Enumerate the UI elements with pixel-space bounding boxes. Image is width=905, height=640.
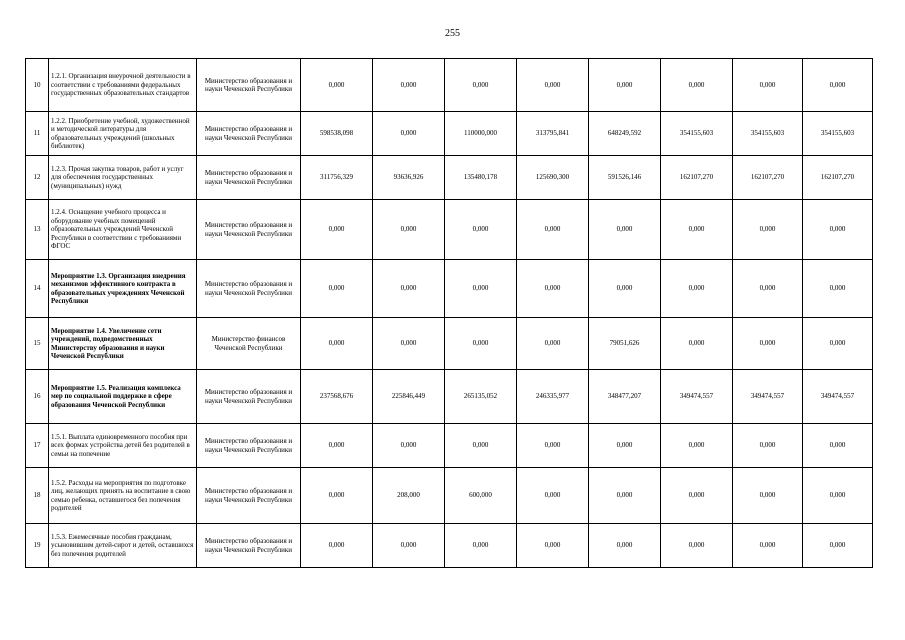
funding-value: 0,000 xyxy=(373,424,445,468)
funding-value: 0,000 xyxy=(301,424,373,468)
funding-value: 0,000 xyxy=(661,468,733,524)
funding-value: 0,000 xyxy=(803,318,873,370)
table-row xyxy=(26,524,873,568)
funding-value: 135480,178 xyxy=(445,156,517,200)
responsible-organization: Министерство образования и науки Чеченской Республики xyxy=(197,370,301,424)
funding-value: 0,000 xyxy=(445,59,517,112)
funding-value: 313795,841 xyxy=(517,112,589,156)
funding-value: 162107,270 xyxy=(661,156,733,200)
table-row xyxy=(26,318,873,370)
funding-value: 0,000 xyxy=(301,318,373,370)
measure-description: 1.2.3. Прочая закупка товаров, работ и услуг для обеспечения государственных (муниципальных) нужд xyxy=(49,156,197,200)
measure-description: 1.2.1. Организация внеурочной деятельности в соответствии с требованиями федеральных государственных образовательных стандартов xyxy=(49,59,197,112)
funding-value: 225846,449 xyxy=(373,370,445,424)
table-row xyxy=(26,200,873,260)
row-number: 15 xyxy=(26,318,49,370)
funding-value: 0,000 xyxy=(301,200,373,260)
funding-value: 79051,626 xyxy=(589,318,661,370)
measure-description: Мероприятие 1.5. Реализация комплекса мер по социальной поддержке в сфере образования Чеченской Республики xyxy=(49,370,197,424)
funding-value: 0,000 xyxy=(589,260,661,318)
funding-value: 349474,557 xyxy=(803,370,873,424)
funding-value: 0,000 xyxy=(517,200,589,260)
funding-value: 591526,146 xyxy=(589,156,661,200)
funding-value: 0,000 xyxy=(445,200,517,260)
funding-value: 0,000 xyxy=(589,424,661,468)
table-row xyxy=(26,260,873,318)
row-number: 14 xyxy=(26,260,49,318)
funding-value: 125690,300 xyxy=(517,156,589,200)
funding-value: 354155,603 xyxy=(661,112,733,156)
funding-value: 0,000 xyxy=(661,318,733,370)
responsible-organization: Министерство образования и науки Чеченской Республики xyxy=(197,112,301,156)
funding-value: 0,000 xyxy=(803,200,873,260)
row-number: 19 xyxy=(26,524,49,568)
funding-value: 0,000 xyxy=(301,524,373,568)
table-row xyxy=(26,468,873,524)
funding-value: 598538,098 xyxy=(301,112,373,156)
funding-value: 0,000 xyxy=(445,318,517,370)
responsible-organization: Министерство образования и науки Чеченской Республики xyxy=(197,468,301,524)
funding-value: 0,000 xyxy=(445,424,517,468)
responsible-organization: Министерство образования и науки Чеченской Республики xyxy=(197,156,301,200)
funding-value: 0,000 xyxy=(661,59,733,112)
funding-value: 0,000 xyxy=(661,200,733,260)
measure-description: 1.5.1. Выплата единовременного пособия при всех формах устройства детей без родителей в семьи на попечение xyxy=(49,424,197,468)
funding-value: 237568,676 xyxy=(301,370,373,424)
funding-value: 0,000 xyxy=(733,59,803,112)
funding-value: 0,000 xyxy=(733,424,803,468)
funding-value: 162107,270 xyxy=(803,156,873,200)
funding-value: 0,000 xyxy=(517,524,589,568)
funding-value: 0,000 xyxy=(517,318,589,370)
funding-value: 348477,207 xyxy=(589,370,661,424)
responsible-organization: Министерство финансов Чеченской Республики xyxy=(197,318,301,370)
funding-value: 0,000 xyxy=(803,260,873,318)
measure-description: Мероприятие 1.4. Увеличение сети учреждений, подведомственных Министерству образования и науки Чеченской Республики xyxy=(49,318,197,370)
funding-value: 0,000 xyxy=(301,468,373,524)
funding-value: 0,000 xyxy=(733,200,803,260)
responsible-organization: Министерство образования и науки Чеченской Республики xyxy=(197,260,301,318)
funding-value: 0,000 xyxy=(517,424,589,468)
funding-value: 648249,592 xyxy=(589,112,661,156)
funding-value: 311756,329 xyxy=(301,156,373,200)
funding-value: 0,000 xyxy=(301,260,373,318)
funding-value: 0,000 xyxy=(589,59,661,112)
table-row xyxy=(26,156,873,200)
row-number: 16 xyxy=(26,370,49,424)
funding-value: 110000,000 xyxy=(445,112,517,156)
funding-value: 354155,603 xyxy=(803,112,873,156)
funding-value: 0,000 xyxy=(661,524,733,568)
funding-value: 0,000 xyxy=(803,524,873,568)
table-row xyxy=(26,370,873,424)
funding-value: 0,000 xyxy=(373,318,445,370)
funding-value: 0,000 xyxy=(589,468,661,524)
funding-value: 0,000 xyxy=(373,200,445,260)
funding-value: 0,000 xyxy=(445,260,517,318)
funding-value: 0,000 xyxy=(803,468,873,524)
budget-table xyxy=(25,58,873,568)
measure-description: 1.2.2. Приобретение учебной, художественной и методической литературы для образовательных учреждений (школьных библиотек) xyxy=(49,112,197,156)
funding-value: 265135,052 xyxy=(445,370,517,424)
row-number: 12 xyxy=(26,156,49,200)
funding-value: 0,000 xyxy=(517,468,589,524)
funding-value: 208,000 xyxy=(373,468,445,524)
row-number: 10 xyxy=(26,59,49,112)
funding-value: 600,000 xyxy=(445,468,517,524)
funding-value: 0,000 xyxy=(803,59,873,112)
funding-value: 0,000 xyxy=(301,59,373,112)
funding-value: 0,000 xyxy=(517,59,589,112)
funding-value: 162107,270 xyxy=(733,156,803,200)
funding-value: 0,000 xyxy=(661,260,733,318)
measure-description: 1.5.3. Ежемесячные пособия гражданам, усыновившим детей-сирот и детей, оставшихся без попечения родителей xyxy=(49,524,197,568)
funding-value: 0,000 xyxy=(803,424,873,468)
funding-value: 0,000 xyxy=(445,524,517,568)
row-number: 13 xyxy=(26,200,49,260)
funding-value: 349474,557 xyxy=(661,370,733,424)
responsible-organization: Министерство образования и науки Чеченской Республики xyxy=(197,200,301,260)
measure-description: Мероприятие 1.3. Организация внедрения механизмов эффективного контракта в образовательных учреждениях Чеченской Республики xyxy=(49,260,197,318)
page-number: 255 xyxy=(445,28,460,39)
row-number: 11 xyxy=(26,112,49,156)
funding-value: 0,000 xyxy=(661,424,733,468)
funding-value: 0,000 xyxy=(517,260,589,318)
responsible-organization: Министерство образования и науки Чеченской Республики xyxy=(197,424,301,468)
funding-value: 0,000 xyxy=(733,260,803,318)
funding-value: 93636,926 xyxy=(373,156,445,200)
funding-value: 349474,557 xyxy=(733,370,803,424)
funding-value: 0,000 xyxy=(373,524,445,568)
funding-value: 0,000 xyxy=(733,524,803,568)
responsible-organization: Министерство образования и науки Чеченской Республики xyxy=(197,524,301,568)
funding-value: 0,000 xyxy=(733,318,803,370)
measure-description: 1.5.2. Расходы на мероприятия по подготовке лиц, желающих принять на воспитание в свою семью ребенка, оставшегося без попечения родителей xyxy=(49,468,197,524)
table-row xyxy=(26,112,873,156)
funding-value: 0,000 xyxy=(373,260,445,318)
funding-value: 0,000 xyxy=(373,59,445,112)
responsible-organization: Министерство образования и науки Чеченской Республики xyxy=(197,59,301,112)
funding-value: 246335,977 xyxy=(517,370,589,424)
funding-value: 354155,603 xyxy=(733,112,803,156)
funding-value: 0,000 xyxy=(733,468,803,524)
funding-value: 0,000 xyxy=(589,524,661,568)
funding-value: 0,000 xyxy=(589,200,661,260)
measure-description: 1.2.4. Оснащение учебного процесса и оборудование учебных помещений образовательных учреждений Чеченской Республики в соответствии с требованиями ФГОС xyxy=(49,200,197,260)
funding-value: 0,000 xyxy=(373,112,445,156)
table-row xyxy=(26,59,873,112)
row-number: 18 xyxy=(26,468,49,524)
row-number: 17 xyxy=(26,424,49,468)
table-row xyxy=(26,424,873,468)
